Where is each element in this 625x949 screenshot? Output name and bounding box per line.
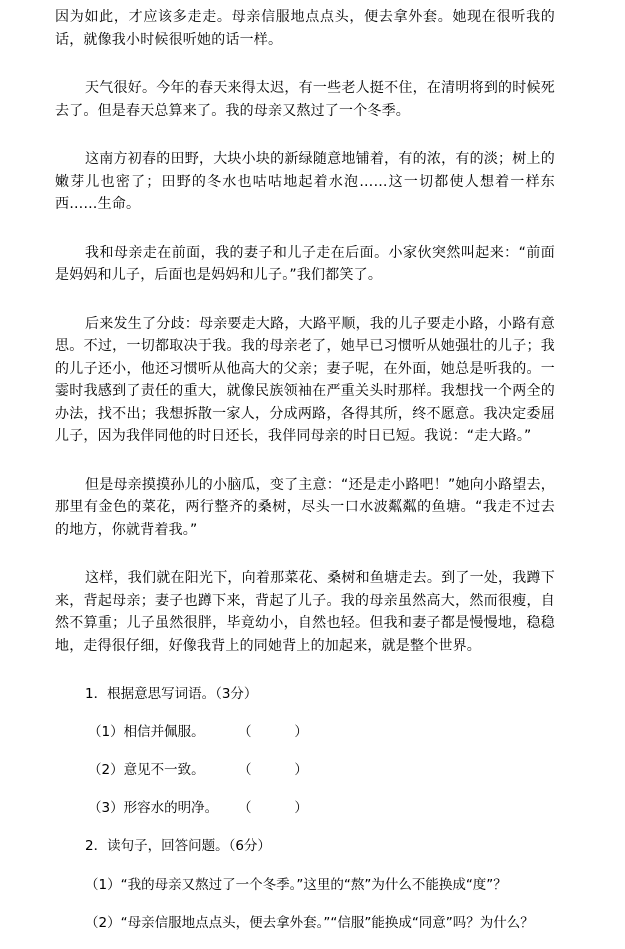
question-1-item-3-blank[interactable]: （ ） xyxy=(238,800,308,816)
question-1-item-3 xyxy=(88,797,555,819)
passage-paragraph-3: 这南方初春的田野，大块小块的新绿随意地铺着，有的浓，有的淡；树上的嫩芽儿也密了；田野的冬水也咕咕地起着水泡……这一切都使人想着一样东西……生命。 xyxy=(55,151,555,212)
question-1-item-2-blank[interactable]: （ ） xyxy=(238,762,308,778)
question-1-item-3-text: （3）形容水的明净。 xyxy=(88,800,219,816)
question-1-item-1-blank[interactable]: （ ） xyxy=(238,724,308,740)
question-2-item-2: （2）“母亲信服地点点头，便去拿外套。”“信服”能换成“同意”吗？为什么？ xyxy=(85,915,534,931)
question-2-item-1: （1）“我的母亲又熬过了一个冬季。”这里的“熬”为什么不能换成“度”？ xyxy=(85,877,507,893)
passage-paragraph-4: 我和母亲走在前面，我的妻子和儿子走在后面。小家伙突然叫起来：“前面是妈妈和儿子，后面也是妈妈和儿子。”我们都笑了。 xyxy=(55,244,555,283)
question-2-heading: 2．读句子，回答问题。（6分） xyxy=(85,838,271,854)
question-1-heading: 1．根据意思写词语。（3分） xyxy=(85,686,258,702)
passage-paragraph-1: 因为如此，才应该多走走。母亲信服地点点头，便去拿外套。她现在很听我的话，就像我小时候很听她的话一样。 xyxy=(55,9,555,48)
passage-paragraph-7: 这样，我们就在阳光下，向着那菜花、桑树和鱼塘走去。到了一处，我蹲下来，背起母亲；妻子也蹲下来，背起了儿子。我的母亲虽然高大，然而很瘦，自然不算重；儿子虽然很胖，毕竟幼小，自然也轻。但我和妻子都是慢慢地，稳稳地，走得很仔细，好像我背上的同她背上的加起来，就是整个世界。 xyxy=(55,570,555,654)
question-1-item-2 xyxy=(88,759,555,781)
question-1-item-2-text: （2）意见不一致。 xyxy=(88,762,205,778)
passage-paragraph-2: 天气很好。今年的春天来得太迟，有一些老人挺不住，在清明将到的时候死去了。但是春天总算来了。我的母亲又熬过了一个冬季。 xyxy=(55,80,555,119)
question-1-item-1-text: （1）相信并佩服。 xyxy=(88,724,205,740)
passage-paragraph-6: 但是母亲摸摸孙儿的小脑瓜，变了主意：“还是走小路吧！”她向小路望去，那里有金色的菜花，两行整齐的桑树，尽头一口水波粼粼的鱼塘。“我走不过去的地方，你就背着我。” xyxy=(55,476,555,538)
passage-paragraph-5: 后来发生了分歧：母亲要走大路，大路平顺，我的儿子要走小路，小路有意思。不过，一切都取决于我。我的母亲老了，她早已习惯听从她强壮的儿子；我的儿子还小，他还习惯听从他高大的父亲；妻子呢，在外面，她总是听我的。一霎时我感到了责任的重大，就像民族领袖在严重关头时那样。我想找一个两全的办法，找不出；我想拆散一家人，分成两路，各得其所，终不愿意。我决定委屈儿子，因为我伴同他的时日还长，我伴同母亲的时日已短。我说：“走大路。” xyxy=(55,315,555,444)
question-1-item-1 xyxy=(88,721,555,743)
exam-page xyxy=(55,6,555,949)
